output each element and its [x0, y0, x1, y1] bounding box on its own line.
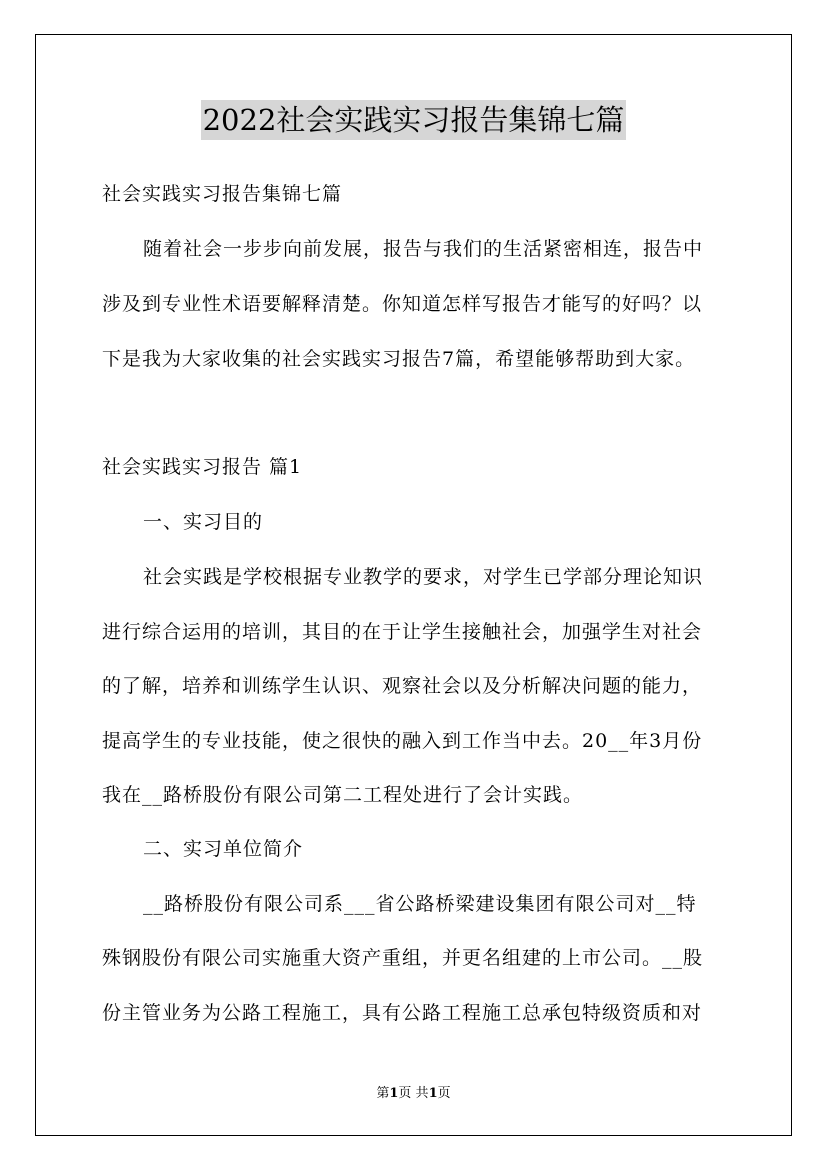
- section-heading: 社会实践实习报告 篇1: [102, 456, 303, 478]
- part2-line-2: 殊钢股份有限公司实施重大资产重组，并更名组建的上市公司。__股: [102, 947, 704, 969]
- part1-line-1: 社会实践是学校根据专业教学的要求，对学生已学部分理论知识: [143, 566, 704, 588]
- title-container: [0, 100, 827, 140]
- page-footer: [0, 1086, 827, 1102]
- part1-line-2: 进行综合运用的培训，其目的在于让学生接触社会，加强学生对社会: [102, 621, 703, 643]
- part1-line-3: 的了解，培养和训练学生认识、观察社会以及分析解决问题的能力，: [102, 675, 703, 697]
- footer-prefix: 第: [376, 1086, 390, 1101]
- footer-mid: 页 共: [398, 1086, 429, 1101]
- intro-line-1: 随着社会一步步向前发展，报告与我们的生活紧密相连，报告中: [143, 238, 704, 260]
- footer-page-current: 1: [389, 1086, 399, 1101]
- part1-line-5: 我在__路桥股份有限公司第二工程处进行了会计实践。: [102, 784, 584, 806]
- document-subtitle: 社会实践实习报告集锦七篇: [102, 183, 343, 205]
- part1-line-4: 提高学生的专业技能，使之很快的融入到工作当中去。20__年3月份: [102, 730, 703, 752]
- part2-line-3: 份主管业务为公路工程施工，具有公路工程施工总承包特级资质和对: [102, 1002, 703, 1024]
- part2-line-1: __路桥股份有限公司系___省公路桥梁建设集团有限公司对__特: [143, 893, 697, 915]
- intro-line-2: 涉及到专业性术语要解释清楚。你知道怎样写报告才能写的好吗？以: [102, 293, 703, 315]
- footer-page-total: 1: [428, 1086, 438, 1101]
- part2-heading: 二、实习单位简介: [143, 838, 304, 860]
- document-title: 2022社会实践实习报告集锦七篇: [201, 100, 627, 140]
- footer-suffix: 页: [437, 1086, 451, 1101]
- part1-heading: 一、实习目的: [143, 511, 264, 533]
- intro-line-3: 下是我为大家收集的社会实践实习报告7篇，希望能够帮助到大家。: [102, 348, 696, 370]
